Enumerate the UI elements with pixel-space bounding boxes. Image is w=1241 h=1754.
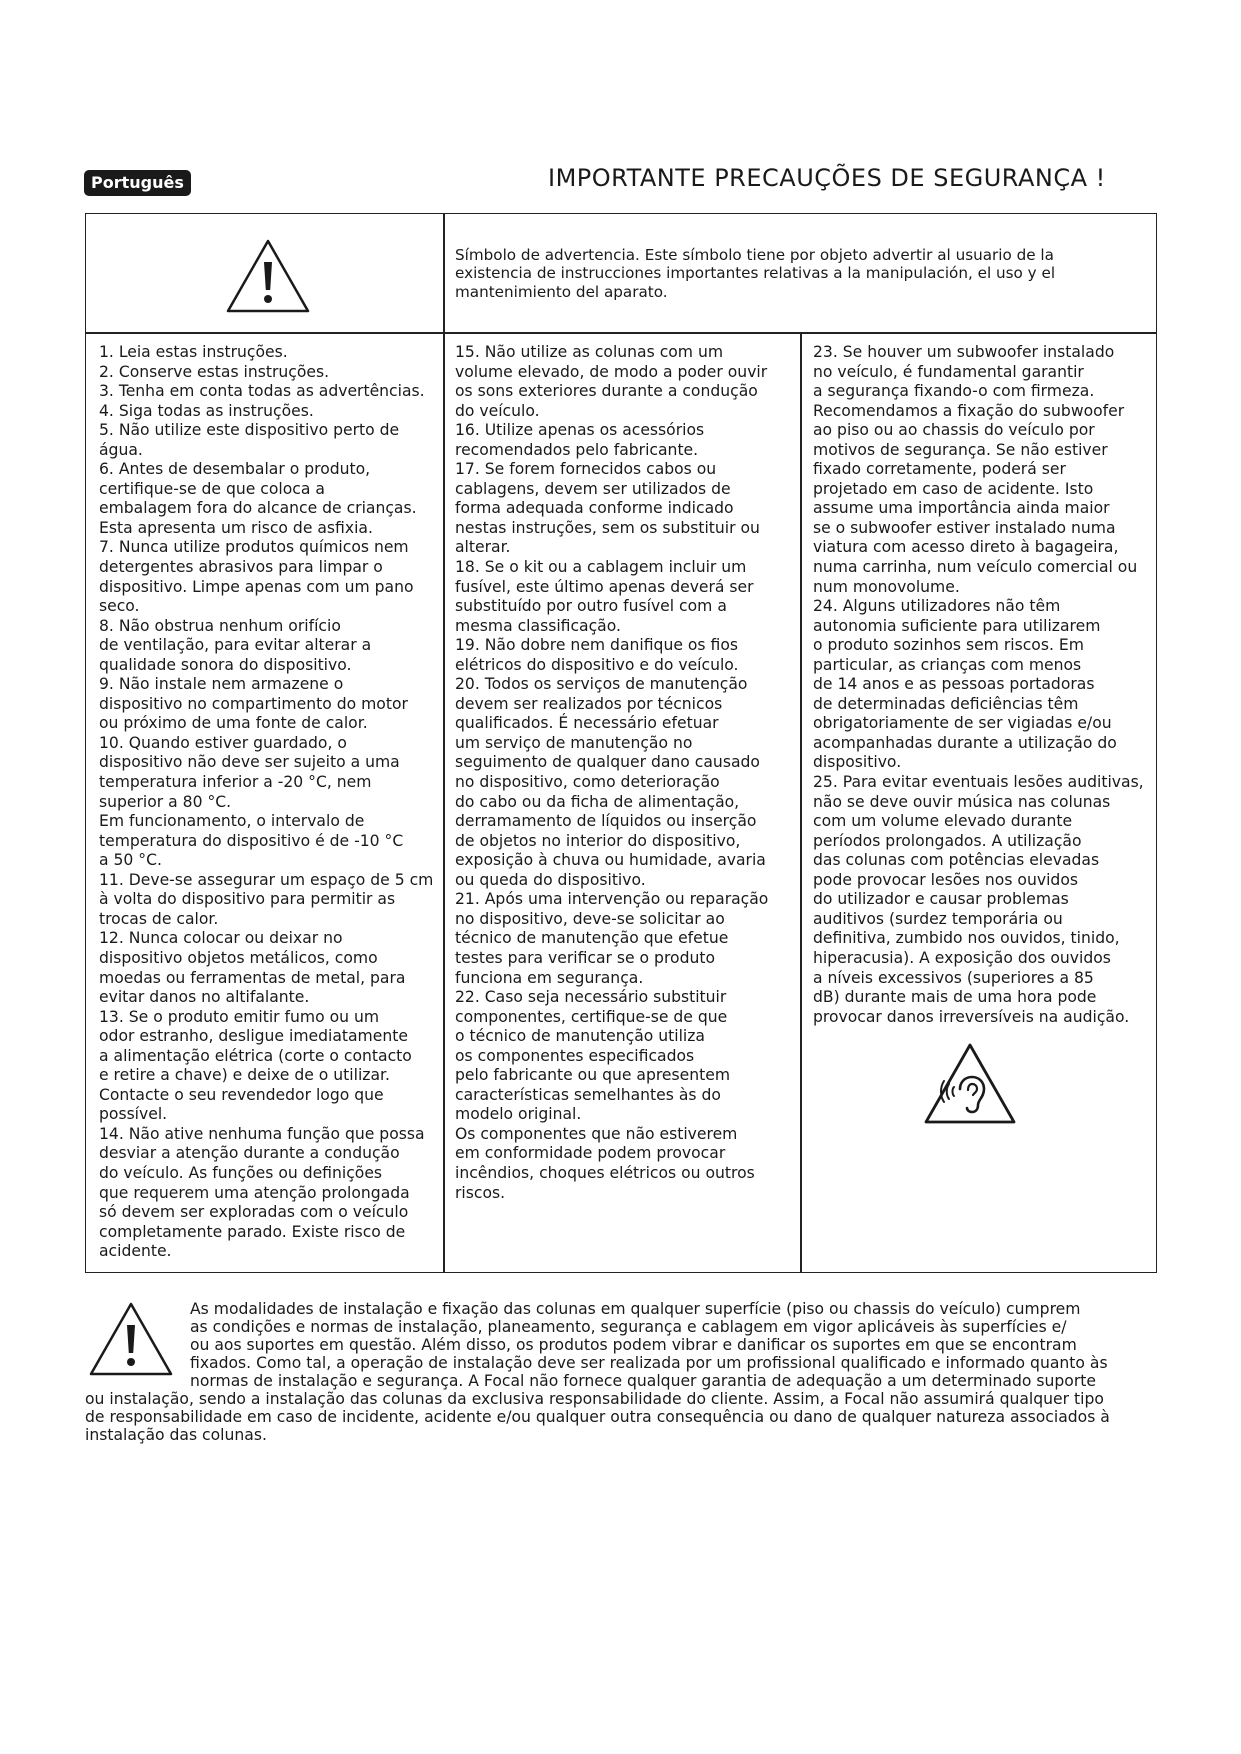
instruction-line: forma adequada conforme indicado xyxy=(455,499,734,518)
text-line: normas de instalação e segurança. A Focal não fornece qualquer garantia de adequação a um determinado suporte xyxy=(190,1372,1096,1390)
instruction-line: cablagens, devem ser utilizados de xyxy=(455,479,731,498)
text-line: de responsabilidade em caso de incidente, acidente e/ou qualquer outra consequência ou dano de qualquer natureza associados à xyxy=(85,1408,1110,1426)
text-line: As modalidades de instalação e fixação das colunas em qualquer superfície (piso ou chassis do veículo) cumprem xyxy=(190,1300,1081,1318)
language-badge: Português xyxy=(84,170,191,196)
instruction-line: pode provocar lesões nos ouvidos xyxy=(813,870,1078,889)
text-line: as condições e normas de instalação, planeamento, segurança e cablagem em vigor aplicáveis às superfícies e/ xyxy=(190,1318,1067,1336)
instruction-line: do veículo. xyxy=(455,401,540,420)
instruction-line: derramamento de líquidos ou inserção xyxy=(455,812,757,831)
text-line: fixados. Como tal, a operação de instalação deve ser realizada por um profissional qualificado e informado quanto às xyxy=(190,1354,1108,1372)
instruction-line: pelo fabricante ou que apresentem xyxy=(455,1066,731,1085)
instruction-line: de determinadas deficiências têm xyxy=(813,694,1079,713)
instruction-line: certifique-se de que coloca a xyxy=(99,479,325,498)
instruction-line: 14. Não ative nenhuma função que possa xyxy=(99,1124,425,1143)
instruction-line: testes para verificar se o produto xyxy=(455,948,715,967)
instructions-column-2 xyxy=(455,343,768,1203)
instruction-line: completamente parado. Existe risco de xyxy=(99,1222,406,1241)
instruction-line: 2. Conserve estas instruções. xyxy=(99,362,330,381)
instruction-line: desviar a atenção durante a condução xyxy=(99,1144,400,1163)
instruction-line: exposição à chuva ou humidade, avaria xyxy=(455,851,766,870)
instruction-line: com um volume elevado durante xyxy=(813,812,1073,831)
instructions-column-3 xyxy=(813,343,1144,1027)
instruction-line: a níveis excessivos (superiores a 85 xyxy=(813,968,1094,987)
symbol-description xyxy=(455,246,1135,301)
instruction-line: evitar danos no altifalante. xyxy=(99,988,310,1007)
instruction-line: 3. Tenha em conta todas as advertências. xyxy=(99,382,425,401)
instruction-line: ou queda do dispositivo. xyxy=(455,870,646,889)
instruction-line: possível. xyxy=(99,1105,168,1124)
instruction-line: seguimento de qualquer dano causado xyxy=(455,753,760,772)
instruction-line: ao piso ou ao chassis do veículo por xyxy=(813,421,1095,440)
instruction-line: 7. Nunca utilize produtos químicos nem xyxy=(99,538,409,557)
instruction-line: 8. Não obstrua nenhum orifício xyxy=(99,616,341,635)
instruction-line: temperatura do dispositivo é de -10 °C xyxy=(99,831,404,850)
instruction-line: no dispositivo, deve-se solicitar ao xyxy=(455,909,725,928)
instruction-line: 4. Siga todas as instruções. xyxy=(99,401,314,420)
table-divider xyxy=(800,333,802,1273)
instruction-line: períodos prolongados. A utilização xyxy=(813,831,1082,850)
instruction-line: temperatura inferior a -20 °C, nem xyxy=(99,773,372,792)
instruction-line: modelo original. xyxy=(455,1105,582,1124)
instruction-line: os sons exteriores durante a condução xyxy=(455,382,758,401)
instruction-line: num monovolume. xyxy=(813,577,960,596)
instruction-line: e retire a chave) e deixe de o utilizar. xyxy=(99,1066,390,1085)
instruction-line: a alimentação elétrica (corte o contacto xyxy=(99,1046,412,1065)
instruction-line: superior a 80 °C. xyxy=(99,792,232,811)
instruction-line: Contacte o seu revendedor logo que xyxy=(99,1085,384,1104)
instruction-line: 11. Deve-se assegurar um espaço de 5 cm xyxy=(99,870,434,889)
instruction-line: definitiva, zumbido nos ouvidos, tinido, xyxy=(813,929,1120,948)
instruction-line: projetado em caso de acidente. Isto xyxy=(813,479,1094,498)
instruction-line: Recomendamos a fixação do subwoofer xyxy=(813,401,1125,420)
instruction-line: dB) durante mais de uma hora pode xyxy=(813,988,1097,1007)
instruction-line: no veículo, é fundamental garantir xyxy=(813,362,1084,381)
instruction-line: recomendados pelo fabricante. xyxy=(455,440,699,459)
instruction-line: elétricos do dispositivo e do veículo. xyxy=(455,655,739,674)
instruction-line: motivos de segurança. Se não estiver xyxy=(813,440,1108,459)
instruction-line: 13. Se o produto emitir fumo ou um xyxy=(99,1007,380,1026)
instruction-line: qualidade sonora do dispositivo. xyxy=(99,655,352,674)
instruction-line: fusível, este último apenas deverá ser xyxy=(455,577,754,596)
instruction-line: viatura com acesso direto à bagageira, xyxy=(813,538,1119,557)
warning-triangle-icon xyxy=(88,1301,174,1377)
text-line: mantenimiento del aparato. xyxy=(455,282,668,301)
instruction-line: fixado corretamente, poderá ser xyxy=(813,460,1066,479)
instruction-line: funciona em segurança. xyxy=(455,968,644,987)
instruction-line: dispositivo objetos metálicos, como xyxy=(99,948,378,967)
instruction-line: do cabo ou da ficha de alimentação, xyxy=(455,792,740,811)
instruction-line: 16. Utilize apenas os acessórios xyxy=(455,421,705,440)
instruction-line: das colunas com potências elevadas xyxy=(813,851,1100,870)
instruction-line: auditivos (surdez temporária ou xyxy=(813,909,1063,928)
instruction-line: a segurança fixando-o com firmeza. xyxy=(813,382,1095,401)
instruction-line: autonomia suficiente para utilizarem xyxy=(813,616,1101,635)
instruction-line: 10. Quando estiver guardado, o xyxy=(99,733,347,752)
text-line: existencia de instrucciones importantes relativas a la manipulación, el uso y el xyxy=(455,264,1056,283)
instruction-line: dispositivo não deve ser sujeito a uma xyxy=(99,753,400,772)
instruction-line: dispositivo no compartimento do motor xyxy=(99,694,408,713)
instruction-line: 19. Não dobre nem danifique os fios xyxy=(455,636,738,655)
instruction-line: água. xyxy=(99,440,143,459)
instruction-line: 9. Não instale nem armazene o xyxy=(99,675,344,694)
instruction-line: os componentes especificados xyxy=(455,1046,695,1065)
instruction-line: qualificados. É necessário efetuar xyxy=(455,714,719,733)
instruction-line: 1. Leia estas instruções. xyxy=(99,343,288,361)
instruction-line: componentes, certifique-se de que xyxy=(455,1007,728,1026)
instruction-line: acompanhadas durante a utilização do xyxy=(813,733,1117,752)
table-divider xyxy=(85,332,1157,334)
instruction-line: mesma classificação. xyxy=(455,616,621,635)
page-title: IMPORTANTE PRECAUÇÕES DE SEGURANÇA ! xyxy=(548,164,1106,192)
instruction-line: moedas ou ferramentas de metal, para xyxy=(99,968,406,987)
instruction-line: do veículo. As funções ou definições xyxy=(99,1163,383,1182)
text-line: ou instalação, sendo a instalação das colunas da exclusiva responsabilidade do cliente. Assim, a Focal não assumirá qualquer tipo xyxy=(85,1390,1104,1408)
instruction-line: que requerem uma atenção prolongada xyxy=(99,1183,410,1202)
text-line: ou aos suportes em questão. Além disso, os produtos podem vibrar e danificar os suportes em que se encontram xyxy=(190,1336,1077,1354)
instruction-line: dispositivo. Limpe apenas com um pano xyxy=(99,577,414,596)
warning-triangle-icon xyxy=(225,238,311,314)
instruction-line: 24. Alguns utilizadores não têm xyxy=(813,597,1061,616)
instruction-line: a 50 °C. xyxy=(99,851,162,870)
table-divider xyxy=(443,213,445,1273)
instruction-line: embalagem fora do alcance de crianças. xyxy=(99,499,417,518)
instruction-line: ou próximo de uma fonte de calor. xyxy=(99,714,368,733)
instruction-line: 12. Nunca colocar ou deixar no xyxy=(99,929,343,948)
instruction-line: o técnico de manutenção utiliza xyxy=(455,1027,705,1046)
instruction-line: 25. Para evitar eventuais lesões auditivas, xyxy=(813,773,1144,792)
instruction-line: 22. Caso seja necessário substituir xyxy=(455,988,727,1007)
instruction-line: hiperacusia). A exposição dos ouvidos xyxy=(813,948,1111,967)
instruction-line: 20. Todos os serviços de manutenção xyxy=(455,675,748,694)
instruction-line: o produto sozinhos sem riscos. Em xyxy=(813,636,1084,655)
instruction-line: em conformidade podem provocar xyxy=(455,1144,726,1163)
instruction-line: Os componentes que não estiverem xyxy=(455,1124,738,1143)
instruction-line: Esta apresenta um risco de asfixia. xyxy=(99,518,373,537)
instruction-line: nestas instruções, sem os substituir ou xyxy=(455,518,760,537)
instruction-line: riscos. xyxy=(455,1183,506,1202)
instruction-line: um serviço de manutenção no xyxy=(455,733,693,752)
instruction-line: Em funcionamento, o intervalo de xyxy=(99,812,365,831)
instruction-line: numa carrinha, num veículo comercial ou xyxy=(813,558,1138,577)
text-line: Símbolo de advertencia. Este símbolo tiene por objeto advertir al usuario de la xyxy=(455,246,1054,264)
instruction-line: só devem ser exploradas com o veículo xyxy=(99,1203,409,1222)
instruction-line: seco. xyxy=(99,597,140,616)
hearing-damage-warning-icon xyxy=(922,1042,1018,1126)
instruction-line: 18. Se o kit ou a cablagem incluir um xyxy=(455,558,747,577)
instruction-line: acidente. xyxy=(99,1242,172,1261)
instruction-line: 21. Após uma intervenção ou reparação xyxy=(455,890,769,909)
instruction-line: trocas de calor. xyxy=(99,909,219,928)
instruction-line: incêndios, choques elétricos ou outros xyxy=(455,1163,755,1182)
instruction-line: dispositivo. xyxy=(813,753,902,772)
instructions-column-1 xyxy=(99,343,433,1262)
instruction-line: detergentes abrasivos para limpar o xyxy=(99,558,383,577)
instruction-line: assume uma importância ainda maior xyxy=(813,499,1110,518)
instruction-line: do utilizador e causar problemas xyxy=(813,890,1069,909)
instruction-line: 17. Se forem fornecidos cabos ou xyxy=(455,460,717,479)
instruction-line: substituído por outro fusível com a xyxy=(455,597,727,616)
instruction-line: provocar danos irreversíveis na audição. xyxy=(813,1007,1130,1026)
instruction-line: 15. Não utilize as colunas com um xyxy=(455,343,724,361)
instruction-line: alterar. xyxy=(455,538,511,557)
instruction-line: particular, as crianças com menos xyxy=(813,655,1082,674)
instruction-line: 23. Se houver um subwoofer instalado xyxy=(813,343,1115,361)
instruction-line: obrigatoriamente de ser vigiadas e/ou xyxy=(813,714,1112,733)
instruction-line: odor estranho, desligue imediatamente xyxy=(99,1027,408,1046)
text-line: instalação das colunas. xyxy=(85,1426,267,1444)
instruction-line: de objetos no interior do dispositivo, xyxy=(455,831,741,850)
instruction-line: de 14 anos e as pessoas portadoras xyxy=(813,675,1095,694)
instruction-line: características semelhantes às do xyxy=(455,1085,721,1104)
instruction-line: de ventilação, para evitar alterar a xyxy=(99,636,372,655)
instruction-line: se o subwoofer estiver instalado numa xyxy=(813,518,1116,537)
instruction-line: volume elevado, de modo a poder ouvir xyxy=(455,362,768,381)
instruction-line: 6. Antes de desembalar o produto, xyxy=(99,460,371,479)
instruction-line: devem ser realizados por técnicos xyxy=(455,694,723,713)
instruction-line: no dispositivo, como deterioração xyxy=(455,773,720,792)
instruction-line: técnico de manutenção que efetue xyxy=(455,929,729,948)
instruction-line: não se deve ouvir música nas colunas xyxy=(813,792,1111,811)
instruction-line: 5. Não utilize este dispositivo perto de xyxy=(99,421,400,440)
instruction-line: à volta do dispositivo para permitir as xyxy=(99,890,396,909)
